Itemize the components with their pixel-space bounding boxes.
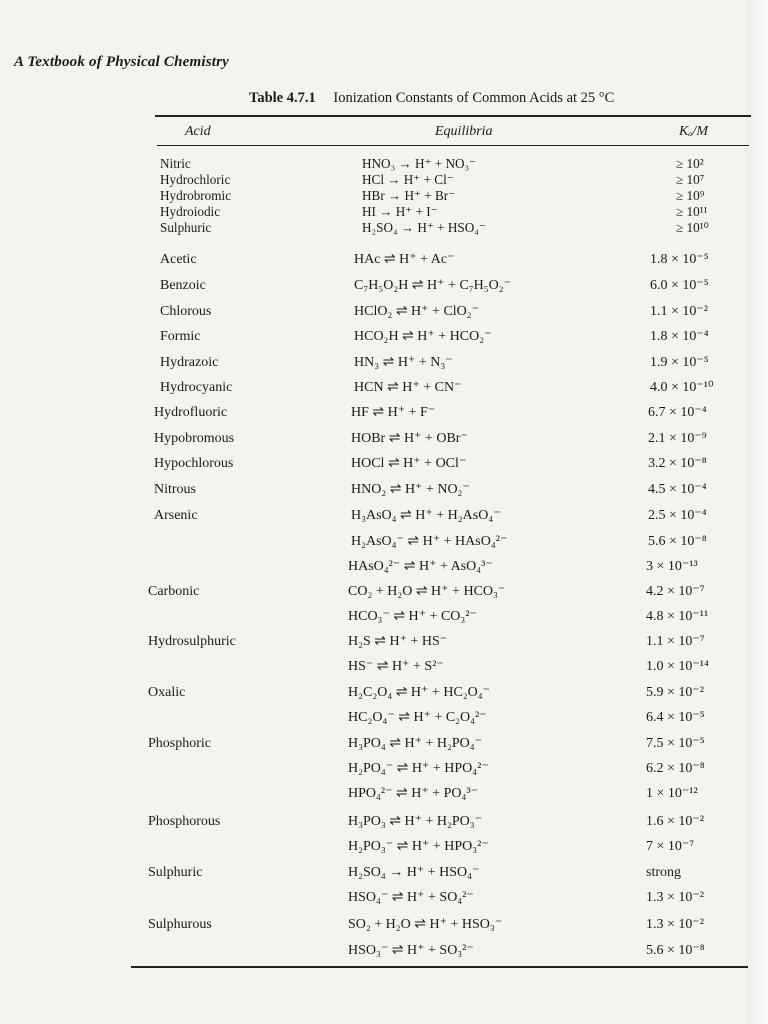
equilibrium: HC₂O₄⁻ ⇌ H⁺ + C₂O₄²⁻	[348, 710, 487, 725]
equilibrium: HSO₃⁻ ⇌ H⁺ + SO₃²⁻	[348, 943, 474, 958]
table-row	[0, 506, 768, 526]
acid-name: Arsenic	[154, 508, 198, 523]
equilibrium: HBr → H⁺ + Br⁻	[362, 188, 456, 203]
acid-name: Hypobromous	[154, 431, 235, 446]
table-row	[0, 812, 768, 832]
ka-value: 1.0 × 10⁻¹⁴	[646, 659, 709, 674]
equilibrium: H₃PO₄ ⇌ H⁺ + H₂PO₄⁻	[348, 736, 483, 751]
book-title: A Textbook of Physical Chemistry	[14, 54, 230, 70]
equilibrium: HAc ⇌ H⁺ + Ac⁻	[354, 252, 455, 267]
ka-value: 6.4 × 10⁻⁵	[646, 710, 705, 725]
ka-value: 6.0 × 10⁻⁵	[650, 278, 709, 293]
equilibrium: CO₂ + H₂O ⇌ H⁺ + HCO₃⁻	[348, 584, 506, 599]
header-acid: Acid	[185, 124, 211, 139]
acid-name: Phosphoric	[148, 736, 211, 751]
equilibrium: HOCl ⇌ H⁺ + OCl⁻	[351, 456, 467, 471]
ka-value: ≥ 10²	[676, 156, 704, 171]
header-equilibria: Equilibria	[435, 124, 493, 139]
table-row	[0, 863, 768, 883]
ka-value: ≥ 10¹⁰	[676, 220, 709, 235]
equilibrium: HF ⇌ H⁺ + F⁻	[351, 405, 436, 420]
acid-name: Hydrofluoric	[154, 405, 228, 420]
ka-value: 4.0 × 10⁻¹⁰	[650, 380, 714, 395]
equilibrium: H₃PO₃ ⇌ H⁺ + H₂PO₃⁻	[348, 814, 483, 829]
equilibrium: HNO₃ → H⁺ + NO₃⁻	[362, 156, 477, 171]
equilibrium: H₂PO₃⁻ ⇌ H⁺ + HPO₃²⁻	[348, 839, 489, 854]
acid-name: Phosphorous	[148, 814, 221, 829]
acid-name: Hypochlorous	[154, 456, 234, 471]
ka-value: 1.1 × 10⁻²	[650, 304, 708, 319]
acid-name: Acetic	[160, 252, 197, 267]
table-row	[0, 941, 768, 961]
table-number: Table 4.7.1	[249, 90, 316, 106]
table-row	[0, 532, 768, 552]
table-row	[0, 454, 768, 474]
table-row	[0, 302, 768, 322]
acid-name: Hydrocyanic	[160, 380, 233, 395]
ka-value: 1.3 × 10⁻²	[646, 890, 704, 905]
equilibrium: HAsO₄²⁻ ⇌ H⁺ + AsO₄³⁻	[348, 559, 493, 574]
table-row	[0, 915, 768, 935]
table-row	[0, 557, 768, 577]
acid-name: Hydrazoic	[160, 355, 219, 370]
table-row	[0, 582, 768, 602]
table-row	[0, 403, 768, 423]
ka-value: 1.3 × 10⁻²	[646, 917, 704, 932]
acid-name: Sulphurous	[148, 917, 212, 932]
ka-value: 1.8 × 10⁻⁴	[650, 329, 709, 344]
ka-value: 1.8 × 10⁻⁵	[650, 252, 709, 267]
table-row	[0, 276, 768, 296]
acid-name: Sulphuric	[160, 220, 212, 235]
table-row	[0, 734, 768, 754]
table-row	[0, 327, 768, 347]
equilibrium: HPO₄²⁻ ⇌ H⁺ + PO₄³⁻	[348, 786, 478, 801]
acid-name: Hydrobromic	[160, 188, 232, 203]
ka-value: 2.1 × 10⁻⁹	[648, 431, 707, 446]
ka-value: 5.9 × 10⁻²	[646, 685, 704, 700]
equilibrium: HOBr ⇌ H⁺ + OBr⁻	[351, 431, 468, 446]
equilibrium: HNO₂ ⇌ H⁺ + NO₂⁻	[351, 482, 470, 497]
acid-name: Benzoic	[160, 278, 206, 293]
equilibrium: H₂C₂O₄ ⇌ H⁺ + HC₂O₄⁻	[348, 685, 491, 700]
equilibrium: H₂SO₄ → H⁺ + HSO₄⁻	[348, 865, 480, 880]
table-row	[0, 429, 768, 449]
ka-value: 7 × 10⁻⁷	[646, 839, 695, 854]
equilibrium: SO₂ + H₂O ⇌ H⁺ + HSO₃⁻	[348, 917, 503, 932]
equilibrium: HS⁻ ⇌ H⁺ + S²⁻	[348, 659, 444, 674]
ka-value: 5.6 × 10⁻⁸	[646, 943, 705, 958]
header-ka: Kₐ/M	[679, 124, 708, 139]
ka-value: ≥ 10⁷	[676, 172, 705, 187]
table-top-rule	[155, 115, 751, 117]
table-row	[0, 683, 768, 703]
acid-name: Nitric	[160, 156, 191, 171]
table-row	[0, 657, 768, 677]
acid-name: Nitrous	[154, 482, 196, 497]
equilibrium: HCl → H⁺ + Cl⁻	[362, 172, 454, 187]
table-row	[0, 218, 768, 238]
ka-value: strong	[646, 865, 681, 880]
equilibrium: HI → H⁺ + I⁻	[362, 204, 438, 219]
table-row	[0, 708, 768, 728]
table-row	[0, 759, 768, 779]
equilibrium: HN₃ ⇌ H⁺ + N₃⁻	[354, 355, 453, 370]
ka-value: 5.6 × 10⁻⁸	[648, 534, 707, 549]
table-row	[0, 250, 768, 270]
equilibrium: HCN ⇌ H⁺ + CN⁻	[354, 380, 462, 395]
ka-value: 1.9 × 10⁻⁵	[650, 355, 709, 370]
ka-value: 1 × 10⁻¹²	[646, 786, 698, 801]
acid-name: Formic	[160, 329, 201, 344]
equilibrium: HClO₂ ⇌ H⁺ + ClO₂⁻	[354, 304, 480, 319]
ka-value: 2.5 × 10⁻⁴	[648, 508, 707, 523]
ka-value: 4.2 × 10⁻⁷	[646, 584, 705, 599]
acid-name: Sulphuric	[148, 865, 203, 880]
table-bottom-rule	[131, 966, 748, 968]
table-row	[0, 632, 768, 652]
equilibrium: H₃AsO₄ ⇌ H⁺ + H₂AsO₄⁻	[351, 508, 501, 523]
ka-value: 3 × 10⁻¹³	[646, 559, 698, 574]
equilibrium: H₂AsO₄⁻ ⇌ H⁺ + HAsO₄²⁻	[351, 534, 508, 549]
table-row	[0, 784, 768, 804]
ka-value: 4.5 × 10⁻⁴	[648, 482, 707, 497]
acid-name: Carbonic	[148, 584, 200, 599]
ka-value: ≥ 10¹¹	[676, 204, 708, 219]
acid-name: Hydrochloric	[160, 172, 231, 187]
ka-value: 4.8 × 10⁻¹¹	[646, 609, 709, 624]
equilibrium: HSO₄⁻ ⇌ H⁺ + SO₄²⁻	[348, 890, 474, 905]
ka-value: 1.1 × 10⁻⁷	[646, 634, 705, 649]
table-caption	[249, 90, 614, 107]
ka-value: 1.6 × 10⁻²	[646, 814, 704, 829]
table-row	[0, 607, 768, 627]
table-row	[0, 378, 768, 398]
acid-name: Oxalic	[148, 685, 186, 700]
equilibrium: H₂PO₄⁻ ⇌ H⁺ + HPO₄²⁻	[348, 761, 489, 776]
table-row	[0, 888, 768, 908]
ka-value: 3.2 × 10⁻⁸	[648, 456, 707, 471]
ka-value: 6.2 × 10⁻⁸	[646, 761, 705, 776]
acid-name: Hydrosulphuric	[148, 634, 236, 649]
table-row	[0, 353, 768, 373]
equilibrium: H₂SO₄ → H⁺ + HSO₄⁻	[362, 220, 486, 235]
equilibrium: C₇H₅O₂H ⇌ H⁺ + C₇H₅O₂⁻	[354, 278, 512, 293]
table-header-rule	[157, 145, 749, 146]
table-row	[0, 837, 768, 857]
table-title: Ionization Constants of Common Acids at 25 °C	[333, 90, 615, 106]
equilibrium: HCO₃⁻ ⇌ H⁺ + CO₃²⁻	[348, 609, 477, 624]
acid-name: Hydroiodic	[160, 204, 221, 219]
acid-name: Chlorous	[160, 304, 212, 319]
table-row	[0, 480, 768, 500]
equilibrium: HCO₂H ⇌ H⁺ + HCO₂⁻	[354, 329, 492, 344]
ka-value: 6.7 × 10⁻⁴	[648, 405, 707, 420]
ka-value: ≥ 10⁹	[676, 188, 705, 203]
equilibrium: H₂S ⇌ H⁺ + HS⁻	[348, 634, 448, 649]
ka-value: 7.5 × 10⁻⁵	[646, 736, 705, 751]
